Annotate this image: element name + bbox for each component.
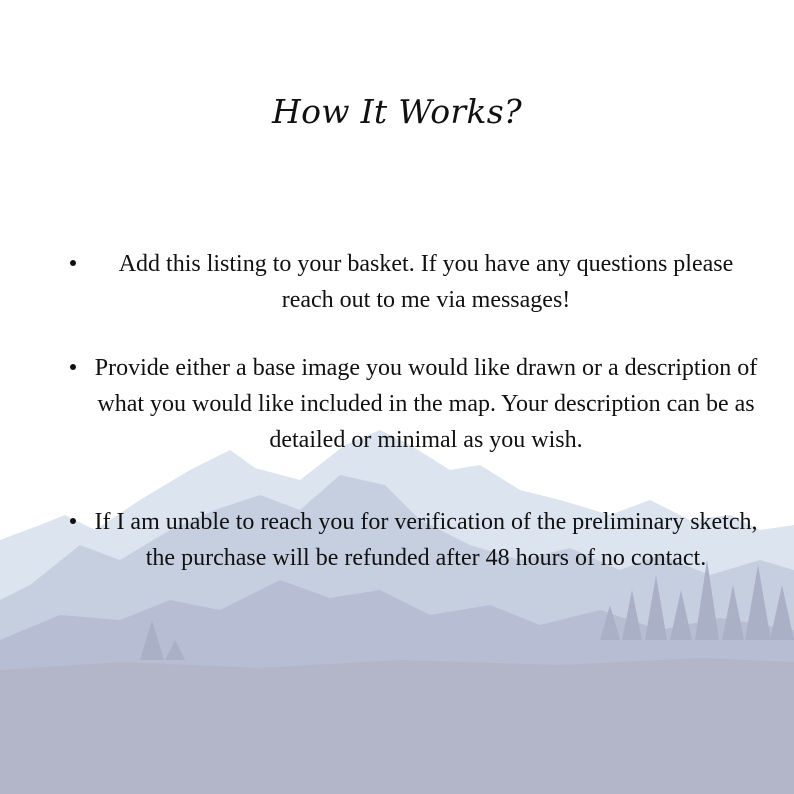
list-item: [60, 246, 760, 318]
bullet-dot-icon: [70, 260, 76, 266]
step-text: Provide either a base image you would like drawn or a description of what you would like included in the map. Your description can be as detailed or minimal as you wish.: [94, 355, 758, 453]
step-text: Add this listing to your basket. If you have any questions please reach out to me via messages!: [118, 251, 734, 313]
steps-list: [60, 246, 760, 576]
page-title: How It Works?: [271, 92, 522, 131]
step-text: If I am unable to reach you for verification of the preliminary sketch, the purchase will be refunded after 48 hours of no contact.: [94, 509, 758, 571]
list-item: [60, 350, 760, 458]
bullet-dot-icon: [70, 518, 76, 524]
bullet-dot-icon: [70, 364, 76, 370]
list-item: [60, 504, 760, 576]
